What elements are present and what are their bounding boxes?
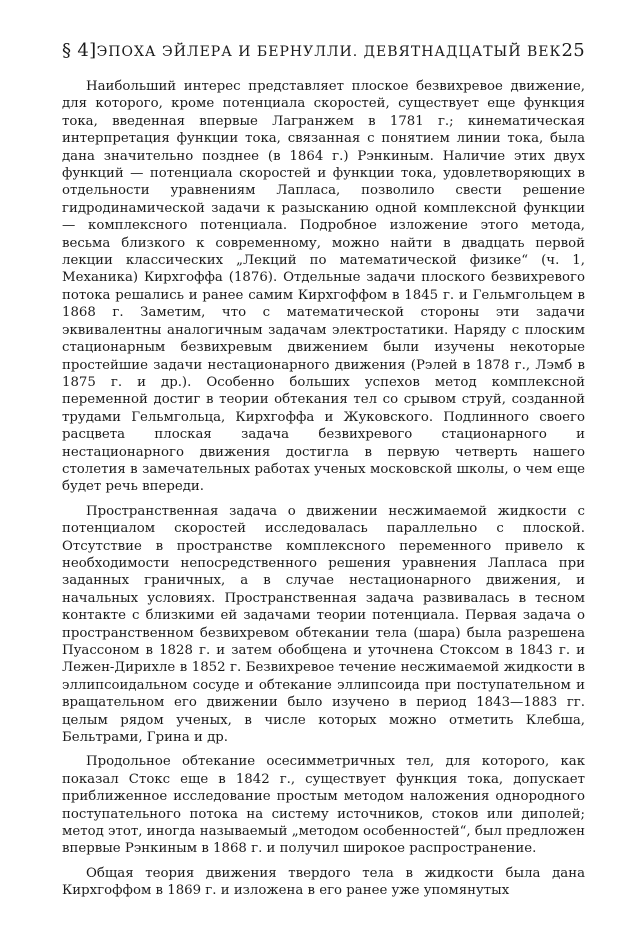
paragraph: Общая теория движения твердого тела в жидкости была дана Кирхгоффом в 1869 г. и изложена в его ранее уже упомянутых xyxy=(62,865,585,899)
paragraph: Пространственная задача о движении несжимаемой жидкости с потенциалом скоростей исследовалась параллельно с плоской. Отсутствие в пространстве комплексного переменного привело к необходимости непосредственного решения уравнения Лапласа при заданных граничных, а в случае нестационарного движения, и начальных условиях. Пространственная задача развивалась в тесном контакте с близкими ей задачами теории потенциала. Первая задача о пространственном безвихревом обтекании тела (шара) была разрешена Пуассоном в 1828 г. и затем обобщена и уточнена Стоксом в 1843 г. и Лежен-Дирихле в 1852 г. Безвихревое течение несжимаемой жидкости в эллипсоидальном сосуде и обтекание эллипсоида при поступательном и вращательном его движении было изучено в период 1843—1883 гг. целым рядом ученых, в числе которых можно отметить Клебша, Бельтрами, Грина и др. xyxy=(62,503,585,746)
section-marker: § 4] xyxy=(62,40,97,61)
running-head xyxy=(62,40,585,68)
paragraph: Наибольший интерес представляет плоское безвихревое движение, для которого, кроме потенциала скоростей, существует еще функция тока, введенная впервые Лагранжем в 1781 г.; кинематическая интерпретация функции тока, связанная с понятием линии тока, была дана значительно позднее (в 1864 г.) Рэнкиным. Наличие этих двух функций — потенциала скоростей и функции тока, удовлетворяющих в отдельности уравнениям Лапласа, позволило свести решение гидродинамической задачи к разысканию одной комплексной функции — комплексного потенциала. Подробное изложение этого метода, весьма близкого к современному, можно найти в двадцать первой лекции классических „Лекций по математической физике“ (ч. 1, Механика) Кирхгоффа (1876). Отдельные задачи плоского безвихревого потока решались и ранее самим Кирхгоффом в 1845 г. и Гельмгольцем в 1868 г. Заметим, что с математической стороны эти задачи эквивалентны аналогичным задачам электростатики. Наряду с плоским стационарным безвихревым движением были изучены некоторые простейшие задачи нестационарного движения (Рэлей в 1878 г., Лэмб в 1875 г. и др.). Особенно больших успехов метод комплексной переменной достиг в теории обтекания тел со срывом струй, созданной трудами Гельмгольца, Кирхгоффа и Жуковского. Подлинного своего расцвета плоская задача безвихревого стационарного и нестационарного движения достигла в первую четверть нашего столетия в замечательных работах ученых московской школы, о чем еще будет речь впереди. xyxy=(62,79,585,495)
running-title: ЭПОХА ЭЙЛЕРА И БЕРНУЛЛИ. ДЕВЯТНАДЦАТЫЙ ВЕК xyxy=(96,44,562,60)
book-page xyxy=(62,40,585,900)
paragraph: Продольное обтекание осесимметричных тел, для которого, как показал Стокс еще в 1842 г., существует функция тока, допускает приближенное исследование простым методом наложения однородного поступательного потока на систему источников, стоков или диполей; метод этот, иногда называемый „методом особенностей“, был предложен впервые Рэнкиным в 1868 г. и получил широкое распространение. xyxy=(62,754,585,857)
page-number: 25 xyxy=(561,40,585,61)
body-text xyxy=(62,78,585,900)
